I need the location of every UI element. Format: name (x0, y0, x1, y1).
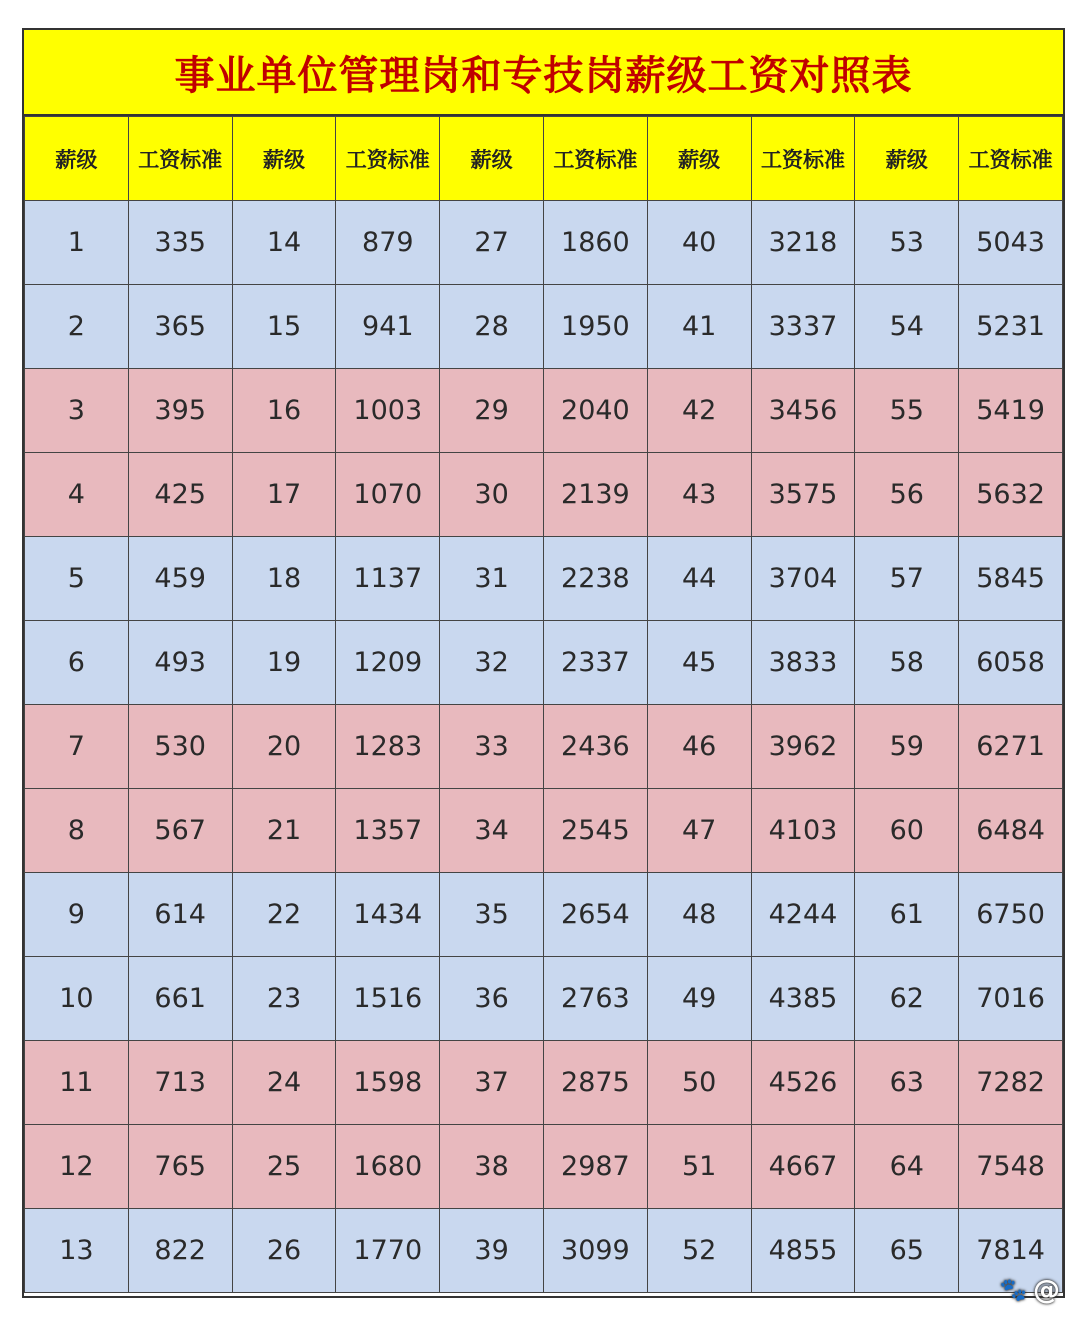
salary-cell: 1283 (336, 705, 440, 789)
salary-cell: 1680 (336, 1125, 440, 1209)
table-row (25, 453, 1063, 537)
salary-cell: 2987 (543, 1125, 647, 1209)
salary-table (24, 116, 1063, 1293)
grade-cell: 62 (855, 957, 959, 1041)
header-cell: 工资标准 (128, 117, 232, 201)
grade-cell: 13 (25, 1209, 129, 1293)
grade-cell: 17 (232, 453, 336, 537)
title-bar (24, 30, 1063, 116)
header-cell: 工资标准 (959, 117, 1063, 201)
salary-cell: 2763 (543, 957, 647, 1041)
grade-cell: 1 (25, 201, 129, 285)
salary-cell: 493 (128, 621, 232, 705)
salary-cell: 5632 (959, 453, 1063, 537)
grade-cell: 46 (647, 705, 751, 789)
salary-cell: 5043 (959, 201, 1063, 285)
grade-cell: 18 (232, 537, 336, 621)
grade-cell: 5 (25, 537, 129, 621)
salary-cell: 459 (128, 537, 232, 621)
watermark (1000, 1275, 1060, 1306)
table-row (25, 957, 1063, 1041)
header-cell: 薪级 (647, 117, 751, 201)
table-row (25, 705, 1063, 789)
salary-cell: 567 (128, 789, 232, 873)
salary-cell: 425 (128, 453, 232, 537)
grade-cell: 58 (855, 621, 959, 705)
salary-cell: 395 (128, 369, 232, 453)
grade-cell: 34 (440, 789, 544, 873)
salary-cell: 5419 (959, 369, 1063, 453)
grade-cell: 60 (855, 789, 959, 873)
table-body (25, 201, 1063, 1293)
salary-cell: 1770 (336, 1209, 440, 1293)
grade-cell: 4 (25, 453, 129, 537)
salary-cell: 2337 (543, 621, 647, 705)
grade-cell: 37 (440, 1041, 544, 1125)
salary-cell: 661 (128, 957, 232, 1041)
grade-cell: 39 (440, 1209, 544, 1293)
grade-cell: 55 (855, 369, 959, 453)
grade-cell: 59 (855, 705, 959, 789)
grade-cell: 54 (855, 285, 959, 369)
grade-cell: 22 (232, 873, 336, 957)
grade-cell: 41 (647, 285, 751, 369)
grade-cell: 14 (232, 201, 336, 285)
salary-cell: 3833 (751, 621, 855, 705)
salary-cell: 7548 (959, 1125, 1063, 1209)
grade-cell: 33 (440, 705, 544, 789)
grade-cell: 40 (647, 201, 751, 285)
salary-cell: 5231 (959, 285, 1063, 369)
grade-cell: 11 (25, 1041, 129, 1125)
salary-cell: 4526 (751, 1041, 855, 1125)
salary-cell: 4667 (751, 1125, 855, 1209)
grade-cell: 21 (232, 789, 336, 873)
salary-cell: 7814 (959, 1209, 1063, 1293)
table-row (25, 789, 1063, 873)
header-cell: 工资标准 (751, 117, 855, 201)
salary-cell: 941 (336, 285, 440, 369)
grade-cell: 50 (647, 1041, 751, 1125)
grade-cell: 31 (440, 537, 544, 621)
salary-cell: 2436 (543, 705, 647, 789)
grade-cell: 48 (647, 873, 751, 957)
table-row (25, 873, 1063, 957)
salary-cell: 1070 (336, 453, 440, 537)
salary-cell: 2654 (543, 873, 647, 957)
salary-cell: 713 (128, 1041, 232, 1125)
salary-cell: 2875 (543, 1041, 647, 1125)
grade-cell: 53 (855, 201, 959, 285)
grade-cell: 63 (855, 1041, 959, 1125)
salary-cell: 3337 (751, 285, 855, 369)
salary-cell: 1516 (336, 957, 440, 1041)
grade-cell: 15 (232, 285, 336, 369)
salary-cell: 1209 (336, 621, 440, 705)
grade-cell: 38 (440, 1125, 544, 1209)
grade-cell: 12 (25, 1125, 129, 1209)
grade-cell: 25 (232, 1125, 336, 1209)
salary-cell: 2545 (543, 789, 647, 873)
grade-cell: 16 (232, 369, 336, 453)
salary-cell: 6484 (959, 789, 1063, 873)
grade-cell: 6 (25, 621, 129, 705)
table-row (25, 621, 1063, 705)
salary-cell: 2040 (543, 369, 647, 453)
table-row (25, 1041, 1063, 1125)
grade-cell: 28 (440, 285, 544, 369)
grade-cell: 7 (25, 705, 129, 789)
header-cell: 薪级 (232, 117, 336, 201)
watermark-text: @ (1033, 1275, 1060, 1306)
grade-cell: 57 (855, 537, 959, 621)
salary-sheet (22, 28, 1065, 1298)
salary-cell: 3456 (751, 369, 855, 453)
grade-cell: 20 (232, 705, 336, 789)
salary-cell: 6750 (959, 873, 1063, 957)
header-cell: 工资标准 (336, 117, 440, 201)
salary-cell: 6271 (959, 705, 1063, 789)
grade-cell: 8 (25, 789, 129, 873)
salary-cell: 3218 (751, 201, 855, 285)
grade-cell: 49 (647, 957, 751, 1041)
grade-cell: 64 (855, 1125, 959, 1209)
table-row (25, 537, 1063, 621)
grade-cell: 45 (647, 621, 751, 705)
table-row (25, 1125, 1063, 1209)
salary-cell: 5845 (959, 537, 1063, 621)
salary-cell: 879 (336, 201, 440, 285)
salary-cell: 4855 (751, 1209, 855, 1293)
salary-cell: 4244 (751, 873, 855, 957)
header-row (25, 117, 1063, 201)
grade-cell: 23 (232, 957, 336, 1041)
table-row (25, 1209, 1063, 1293)
grade-cell: 51 (647, 1125, 751, 1209)
grade-cell: 42 (647, 369, 751, 453)
grade-cell: 35 (440, 873, 544, 957)
grade-cell: 29 (440, 369, 544, 453)
grade-cell: 9 (25, 873, 129, 957)
salary-cell: 3099 (543, 1209, 647, 1293)
salary-cell: 2139 (543, 453, 647, 537)
salary-cell: 614 (128, 873, 232, 957)
grade-cell: 2 (25, 285, 129, 369)
header-cell: 工资标准 (543, 117, 647, 201)
salary-cell: 765 (128, 1125, 232, 1209)
grade-cell: 10 (25, 957, 129, 1041)
paw-icon: 🐾 (999, 1278, 1027, 1303)
grade-cell: 36 (440, 957, 544, 1041)
salary-cell: 3704 (751, 537, 855, 621)
grade-cell: 26 (232, 1209, 336, 1293)
grade-cell: 56 (855, 453, 959, 537)
salary-cell: 1950 (543, 285, 647, 369)
grade-cell: 44 (647, 537, 751, 621)
grade-cell: 52 (647, 1209, 751, 1293)
header-cell: 薪级 (440, 117, 544, 201)
salary-cell: 1357 (336, 789, 440, 873)
grade-cell: 61 (855, 873, 959, 957)
grade-cell: 24 (232, 1041, 336, 1125)
salary-cell: 7016 (959, 957, 1063, 1041)
salary-cell: 2238 (543, 537, 647, 621)
salary-cell: 3575 (751, 453, 855, 537)
grade-cell: 19 (232, 621, 336, 705)
salary-cell: 365 (128, 285, 232, 369)
salary-cell: 4103 (751, 789, 855, 873)
salary-cell: 1434 (336, 873, 440, 957)
salary-cell: 335 (128, 201, 232, 285)
header-cell: 薪级 (25, 117, 129, 201)
salary-cell: 822 (128, 1209, 232, 1293)
table-row (25, 201, 1063, 285)
grade-cell: 30 (440, 453, 544, 537)
salary-cell: 6058 (959, 621, 1063, 705)
page-title: 事业单位管理岗和专技岗薪级工资对照表 (174, 51, 913, 99)
table-row (25, 369, 1063, 453)
header-cell: 薪级 (855, 117, 959, 201)
salary-cell: 1137 (336, 537, 440, 621)
grade-cell: 3 (25, 369, 129, 453)
grade-cell: 65 (855, 1209, 959, 1293)
salary-cell: 1860 (543, 201, 647, 285)
table-row (25, 285, 1063, 369)
salary-cell: 4385 (751, 957, 855, 1041)
grade-cell: 32 (440, 621, 544, 705)
salary-cell: 1003 (336, 369, 440, 453)
salary-cell: 3962 (751, 705, 855, 789)
salary-cell: 7282 (959, 1041, 1063, 1125)
salary-cell: 1598 (336, 1041, 440, 1125)
grade-cell: 27 (440, 201, 544, 285)
grade-cell: 43 (647, 453, 751, 537)
salary-cell: 530 (128, 705, 232, 789)
grade-cell: 47 (647, 789, 751, 873)
